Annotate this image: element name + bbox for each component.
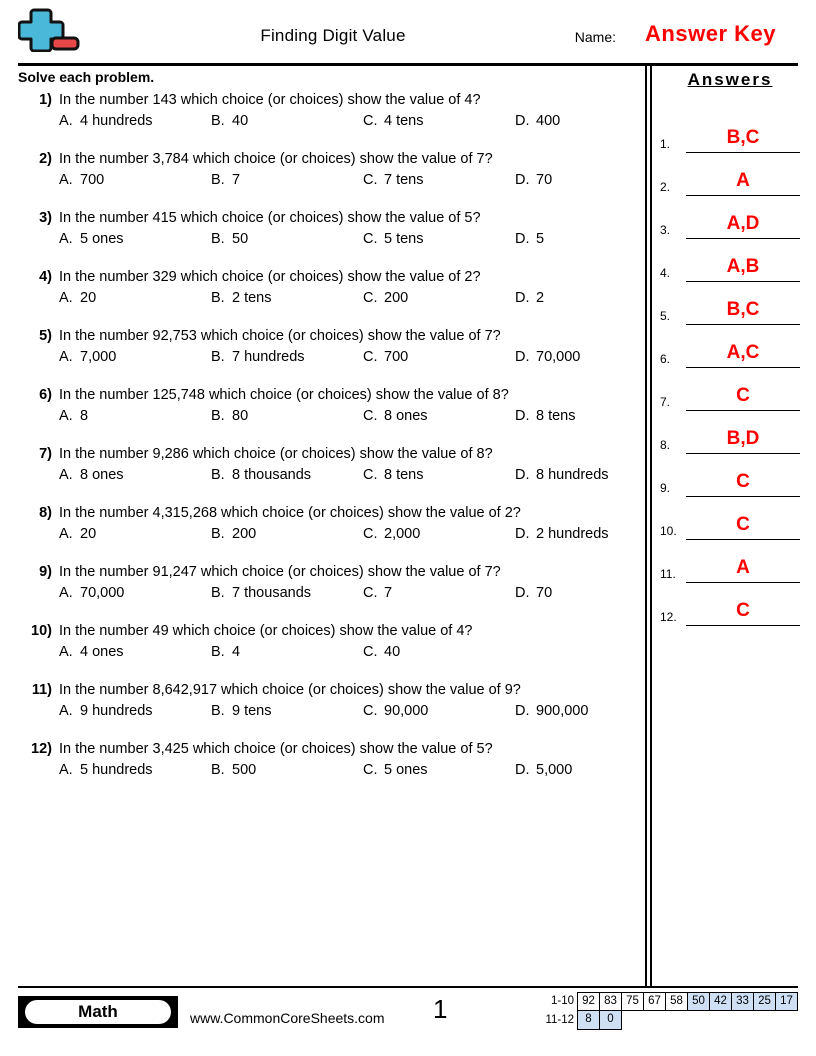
- score-range-label: 11-12: [545, 1014, 574, 1026]
- answer-index: 2.: [660, 180, 671, 194]
- answer-value[interactable]: A: [736, 170, 750, 191]
- choice-letter: B.: [211, 644, 225, 660]
- score-cell: 50: [687, 992, 710, 1011]
- choice-letter: D.: [515, 172, 530, 188]
- choice-letter: A.: [59, 703, 73, 719]
- problem-question-text: In the number 8,642,917 which choice (or choices) show the value of 9?: [59, 682, 521, 698]
- choice-text: 9 tens: [232, 703, 272, 719]
- choice-letter: A.: [59, 172, 73, 188]
- choice-text: 4 tens: [384, 113, 424, 129]
- answer-row: [660, 583, 800, 626]
- problem-item: [18, 210, 633, 247]
- choice-letter: A.: [59, 644, 73, 660]
- problem-question-row: [18, 505, 633, 521]
- problem-question-row: [18, 741, 633, 757]
- answer-choice[interactable]: [363, 231, 515, 247]
- problem-question-row: [18, 682, 633, 698]
- answer-choice[interactable]: [363, 526, 515, 542]
- problem-number: 7): [39, 446, 52, 462]
- choice-text: 700: [80, 172, 105, 188]
- choice-text: 200: [232, 526, 257, 542]
- choice-text: 2,000: [384, 526, 421, 542]
- answer-choice[interactable]: [515, 349, 667, 365]
- answer-choice[interactable]: [211, 703, 363, 719]
- answer-index: 6.: [660, 352, 671, 366]
- choice-text: 7: [232, 172, 241, 188]
- choice-text: 20: [80, 290, 97, 306]
- answer-blank-line: [686, 625, 800, 626]
- choice-letter: A.: [59, 349, 73, 365]
- choice-letter: C.: [363, 408, 378, 424]
- choice-letter: D.: [515, 467, 530, 483]
- answer-list: [660, 110, 800, 626]
- choice-text: 400: [536, 113, 561, 129]
- answer-choice[interactable]: [515, 290, 667, 306]
- choice-letter: B.: [211, 408, 225, 424]
- choice-text: 200: [384, 290, 409, 306]
- answer-index: 1.: [660, 137, 671, 151]
- choice-letter: B.: [211, 467, 225, 483]
- site-url: www.CommonCoreSheets.com: [190, 1010, 385, 1026]
- choice-text: 7,000: [80, 349, 117, 365]
- answer-choice[interactable]: [211, 762, 363, 778]
- answer-choice[interactable]: [211, 172, 363, 188]
- score-table-row: [532, 992, 798, 1011]
- problem-question-row: [18, 269, 633, 285]
- problem-choices: [59, 408, 633, 424]
- choice-text: 5: [536, 231, 545, 247]
- choice-text: 5 hundreds: [80, 762, 153, 778]
- choice-text: 7 hundreds: [232, 349, 305, 365]
- choice-text: 8 ones: [384, 408, 428, 424]
- answer-choice[interactable]: [211, 526, 363, 542]
- problem-question-text: In the number 92,753 which choice (or choices) show the value of 7?: [59, 328, 501, 344]
- answer-choice[interactable]: [59, 231, 211, 247]
- page-header: [18, 0, 798, 52]
- answer-choice[interactable]: [363, 408, 515, 424]
- score-table-row: [532, 1011, 798, 1030]
- problem-choices: [59, 467, 633, 483]
- problem-question-text: In the number 3,425 which choice (or choices) show the value of 5?: [59, 741, 493, 757]
- answer-row: [660, 325, 800, 368]
- choice-letter: B.: [211, 762, 225, 778]
- score-cell: 42: [709, 992, 732, 1011]
- choice-text: 70: [536, 585, 553, 601]
- problem-number: 11): [31, 682, 52, 698]
- problem-number: 2): [39, 151, 52, 167]
- choice-text: 50: [232, 231, 249, 247]
- score-cell: 67: [643, 992, 666, 1011]
- answer-row: [660, 196, 800, 239]
- choice-letter: D.: [515, 585, 530, 601]
- choice-text: 20: [80, 526, 97, 542]
- problem-question-text: In the number 91,247 which choice (or choices) show the value of 7?: [59, 564, 501, 580]
- choice-text: 4 hundreds: [80, 113, 153, 129]
- answer-value[interactable]: A: [736, 557, 750, 578]
- problem-choices: [59, 644, 633, 660]
- problem-list: [18, 92, 633, 778]
- problem-choices: [59, 703, 633, 719]
- answer-index: 12.: [660, 610, 677, 624]
- answer-choice[interactable]: [211, 408, 363, 424]
- answer-value[interactable]: C: [736, 514, 750, 535]
- answer-row: [660, 411, 800, 454]
- answer-choice[interactable]: [515, 408, 667, 424]
- problem-number: 4): [39, 269, 52, 285]
- answer-choice[interactable]: [363, 349, 515, 365]
- subject-badge-label: Math: [25, 1000, 171, 1024]
- problem-question-text: In the number 329 which choice (or choices) show the value of 2?: [59, 269, 481, 285]
- problem-choices: [59, 172, 633, 188]
- choice-text: 80: [232, 408, 249, 424]
- choice-letter: A.: [59, 113, 73, 129]
- footer-divider-rule: [18, 986, 798, 988]
- answer-value[interactable]: C: [736, 385, 750, 406]
- problem-item: [18, 446, 633, 483]
- problem-question-text: In the number 4,315,268 which choice (or choices) show the value of 2?: [59, 505, 521, 521]
- answer-choice[interactable]: [211, 585, 363, 601]
- answer-choice[interactable]: [515, 526, 667, 542]
- answer-choice[interactable]: [363, 762, 515, 778]
- answer-choice[interactable]: [211, 349, 363, 365]
- choice-letter: D.: [515, 762, 530, 778]
- choice-letter: C.: [363, 290, 378, 306]
- problem-choices: [59, 526, 633, 542]
- answer-choice[interactable]: [59, 762, 211, 778]
- answer-row: [660, 153, 800, 196]
- problem-item: [18, 151, 633, 188]
- answer-value[interactable]: B,C: [726, 299, 760, 320]
- choice-letter: B.: [211, 349, 225, 365]
- problem-item: [18, 564, 633, 601]
- answer-index: 5.: [660, 309, 671, 323]
- instructions-text: Solve each problem.: [18, 69, 155, 85]
- problem-choices: [59, 762, 633, 778]
- choice-letter: A.: [59, 585, 73, 601]
- answer-choice[interactable]: [515, 172, 667, 188]
- choice-text: 4: [232, 644, 241, 660]
- answer-choice[interactable]: [59, 703, 211, 719]
- answer-choice[interactable]: [211, 644, 363, 660]
- choice-text: 5 ones: [384, 762, 428, 778]
- choice-text: 900,000: [536, 703, 589, 719]
- answer-choice[interactable]: [515, 231, 667, 247]
- choice-letter: B.: [211, 113, 225, 129]
- problem-choices: [59, 113, 633, 129]
- answer-row: [660, 239, 800, 282]
- problem-item: [18, 328, 633, 365]
- choice-letter: A.: [59, 290, 73, 306]
- score-cell-group: [578, 992, 798, 1011]
- answer-choice[interactable]: [515, 467, 667, 483]
- answer-row: [660, 454, 800, 497]
- problem-question-row: [18, 623, 633, 639]
- problem-item: [18, 387, 633, 424]
- choice-letter: A.: [59, 231, 73, 247]
- problem-item: [18, 682, 633, 719]
- choice-text: 40: [384, 644, 401, 660]
- score-cell: 75: [621, 992, 644, 1011]
- answer-index: 9.: [660, 481, 671, 495]
- answer-choice[interactable]: [59, 172, 211, 188]
- answer-index: 10.: [660, 524, 677, 538]
- choice-letter: D.: [515, 231, 530, 247]
- choice-text: 8 thousands: [232, 467, 312, 483]
- score-cell: 17: [775, 992, 798, 1011]
- score-cell: 0: [599, 1010, 622, 1030]
- choice-text: 700: [384, 349, 409, 365]
- choice-text: 500: [232, 762, 257, 778]
- problem-question-row: [18, 446, 633, 462]
- score-range-label: 1-10: [550, 995, 574, 1007]
- problem-item: [18, 741, 633, 778]
- choice-text: 8 tens: [384, 467, 424, 483]
- answer-row: [660, 368, 800, 411]
- choice-text: 7 thousands: [232, 585, 312, 601]
- choice-text: 70: [536, 172, 553, 188]
- answer-row: [660, 110, 800, 153]
- answer-choice[interactable]: [515, 703, 667, 719]
- problem-number: 6): [39, 387, 52, 403]
- choice-text: 9 hundreds: [80, 703, 153, 719]
- page-footer: [18, 992, 798, 1042]
- page-number: 1: [433, 994, 448, 1024]
- answer-value[interactable]: C: [736, 471, 750, 492]
- problem-item: [18, 623, 633, 660]
- problem-question-text: In the number 3,784 which choice (or choices) show the value of 7?: [59, 151, 493, 167]
- problem-question-text: In the number 125,748 which choice (or choices) show the value of 8?: [59, 387, 509, 403]
- answer-value[interactable]: A,B: [726, 256, 760, 277]
- subject-badge: [18, 996, 178, 1028]
- problem-question-text: In the number 415 which choice (or choices) show the value of 5?: [59, 210, 481, 226]
- problem-number: 9): [39, 564, 52, 580]
- choice-letter: C.: [363, 113, 378, 129]
- choice-text: 2 hundreds: [536, 526, 609, 542]
- answer-row: [660, 282, 800, 325]
- choice-letter: D.: [515, 290, 530, 306]
- answer-choice[interactable]: [59, 526, 211, 542]
- choice-text: 8 hundreds: [536, 467, 609, 483]
- answer-choice[interactable]: [363, 467, 515, 483]
- choice-text: 5 ones: [80, 231, 124, 247]
- problem-question-text: In the number 9,286 which choice (or choices) show the value of 8?: [59, 446, 493, 462]
- answer-row: [660, 497, 800, 540]
- answer-choice[interactable]: [363, 113, 515, 129]
- choice-letter: C.: [363, 467, 378, 483]
- choice-text: 2: [536, 290, 545, 306]
- choice-letter: C.: [363, 762, 378, 778]
- choice-letter: D.: [515, 703, 530, 719]
- score-table: [532, 992, 798, 1030]
- choice-letter: B.: [211, 172, 225, 188]
- answers-heading: Answers: [687, 70, 773, 89]
- answer-value[interactable]: B,D: [726, 428, 760, 449]
- score-cell: 33: [731, 992, 754, 1011]
- problem-choices: [59, 290, 633, 306]
- answer-value[interactable]: B,C: [726, 127, 760, 148]
- problem-question-row: [18, 387, 633, 403]
- problem-item: [18, 92, 633, 129]
- choice-letter: B.: [211, 526, 225, 542]
- answer-choice[interactable]: [515, 585, 667, 601]
- choice-letter: C.: [363, 644, 378, 660]
- score-cell: 58: [665, 992, 688, 1011]
- choice-letter: B.: [211, 585, 225, 601]
- problem-number: 3): [39, 210, 52, 226]
- choice-text: 70,000: [536, 349, 581, 365]
- choice-text: 7: [384, 585, 393, 601]
- choice-letter: D.: [515, 113, 530, 129]
- problem-number: 12): [31, 741, 52, 757]
- problem-choices: [59, 585, 633, 601]
- answer-choice[interactable]: [515, 113, 667, 129]
- choice-letter: A.: [59, 762, 73, 778]
- answer-index: 4.: [660, 266, 671, 280]
- choice-text: 5,000: [536, 762, 573, 778]
- answer-index: 8.: [660, 438, 671, 452]
- answer-choice[interactable]: [211, 113, 363, 129]
- choice-text: 5 tens: [384, 231, 424, 247]
- choice-text: 8 tens: [536, 408, 576, 424]
- problem-choices: [59, 231, 633, 247]
- answer-choice[interactable]: [515, 762, 667, 778]
- answer-value[interactable]: A,C: [726, 342, 760, 363]
- name-label: Name:: [574, 29, 616, 45]
- answer-choice[interactable]: [59, 349, 211, 365]
- score-cell: 8: [577, 1010, 600, 1030]
- choice-letter: D.: [515, 408, 530, 424]
- choice-text: 7 tens: [384, 172, 424, 188]
- choice-text: 70,000: [80, 585, 125, 601]
- page-title: Finding Digit Value: [260, 26, 406, 45]
- choice-text: 8: [80, 408, 89, 424]
- choice-letter: A.: [59, 526, 73, 542]
- choice-letter: C.: [363, 703, 378, 719]
- answer-choice[interactable]: [59, 113, 211, 129]
- answer-choice[interactable]: [211, 467, 363, 483]
- choice-letter: A.: [59, 408, 73, 424]
- answer-choice[interactable]: [59, 585, 211, 601]
- answer-index: 3.: [660, 223, 671, 237]
- choice-letter: C.: [363, 585, 378, 601]
- problem-question-row: [18, 328, 633, 344]
- choice-text: 8 ones: [80, 467, 124, 483]
- problem-item: [18, 505, 633, 542]
- answer-choice[interactable]: [363, 172, 515, 188]
- choice-letter: B.: [211, 703, 225, 719]
- answer-choice[interactable]: [363, 585, 515, 601]
- choice-text: 90,000: [384, 703, 429, 719]
- answer-choice[interactable]: [59, 408, 211, 424]
- answer-index: 11.: [660, 567, 676, 581]
- answer-choice[interactable]: [211, 231, 363, 247]
- problem-number: 1): [39, 92, 52, 108]
- answer-key-badge: Answer Key: [645, 21, 776, 46]
- problem-number: 8): [39, 505, 52, 521]
- answer-choice[interactable]: [59, 290, 211, 306]
- problem-number: 10): [31, 623, 52, 639]
- problem-question-row: [18, 92, 633, 108]
- answer-choice[interactable]: [211, 290, 363, 306]
- answer-choice[interactable]: [363, 644, 515, 660]
- answer-value[interactable]: C: [736, 600, 750, 621]
- problem-item: [18, 269, 633, 306]
- choice-letter: D.: [515, 349, 530, 365]
- answer-choice[interactable]: [59, 467, 211, 483]
- problem-question-row: [18, 210, 633, 226]
- score-cell: 83: [599, 992, 622, 1011]
- problem-number: 5): [39, 328, 52, 344]
- choice-letter: C.: [363, 231, 378, 247]
- answer-index: 7.: [660, 395, 671, 409]
- score-cell-group: [578, 1011, 622, 1030]
- choice-letter: B.: [211, 290, 225, 306]
- problem-choices: [59, 349, 633, 365]
- answer-value[interactable]: A,D: [726, 213, 760, 234]
- choice-letter: C.: [363, 526, 378, 542]
- answer-choice[interactable]: [363, 703, 515, 719]
- choice-text: 4 ones: [80, 644, 124, 660]
- answer-choice[interactable]: [59, 644, 211, 660]
- answers-panel: [660, 66, 800, 626]
- choice-letter: C.: [363, 172, 378, 188]
- answer-row: [660, 540, 800, 583]
- problem-question-row: [18, 564, 633, 580]
- score-cell: 92: [577, 992, 600, 1011]
- problem-question-text: In the number 143 which choice (or choices) show the value of 4?: [59, 92, 481, 108]
- problem-question-text: In the number 49 which choice (or choices) show the value of 4?: [59, 623, 473, 639]
- choice-letter: D.: [515, 526, 530, 542]
- answer-choice[interactable]: [363, 290, 515, 306]
- choice-text: 40: [232, 113, 249, 129]
- choice-text: 2 tens: [232, 290, 272, 306]
- score-cell: 25: [753, 992, 776, 1011]
- choice-letter: C.: [363, 349, 378, 365]
- problem-question-row: [18, 151, 633, 167]
- choice-letter: A.: [59, 467, 73, 483]
- choice-letter: B.: [211, 231, 225, 247]
